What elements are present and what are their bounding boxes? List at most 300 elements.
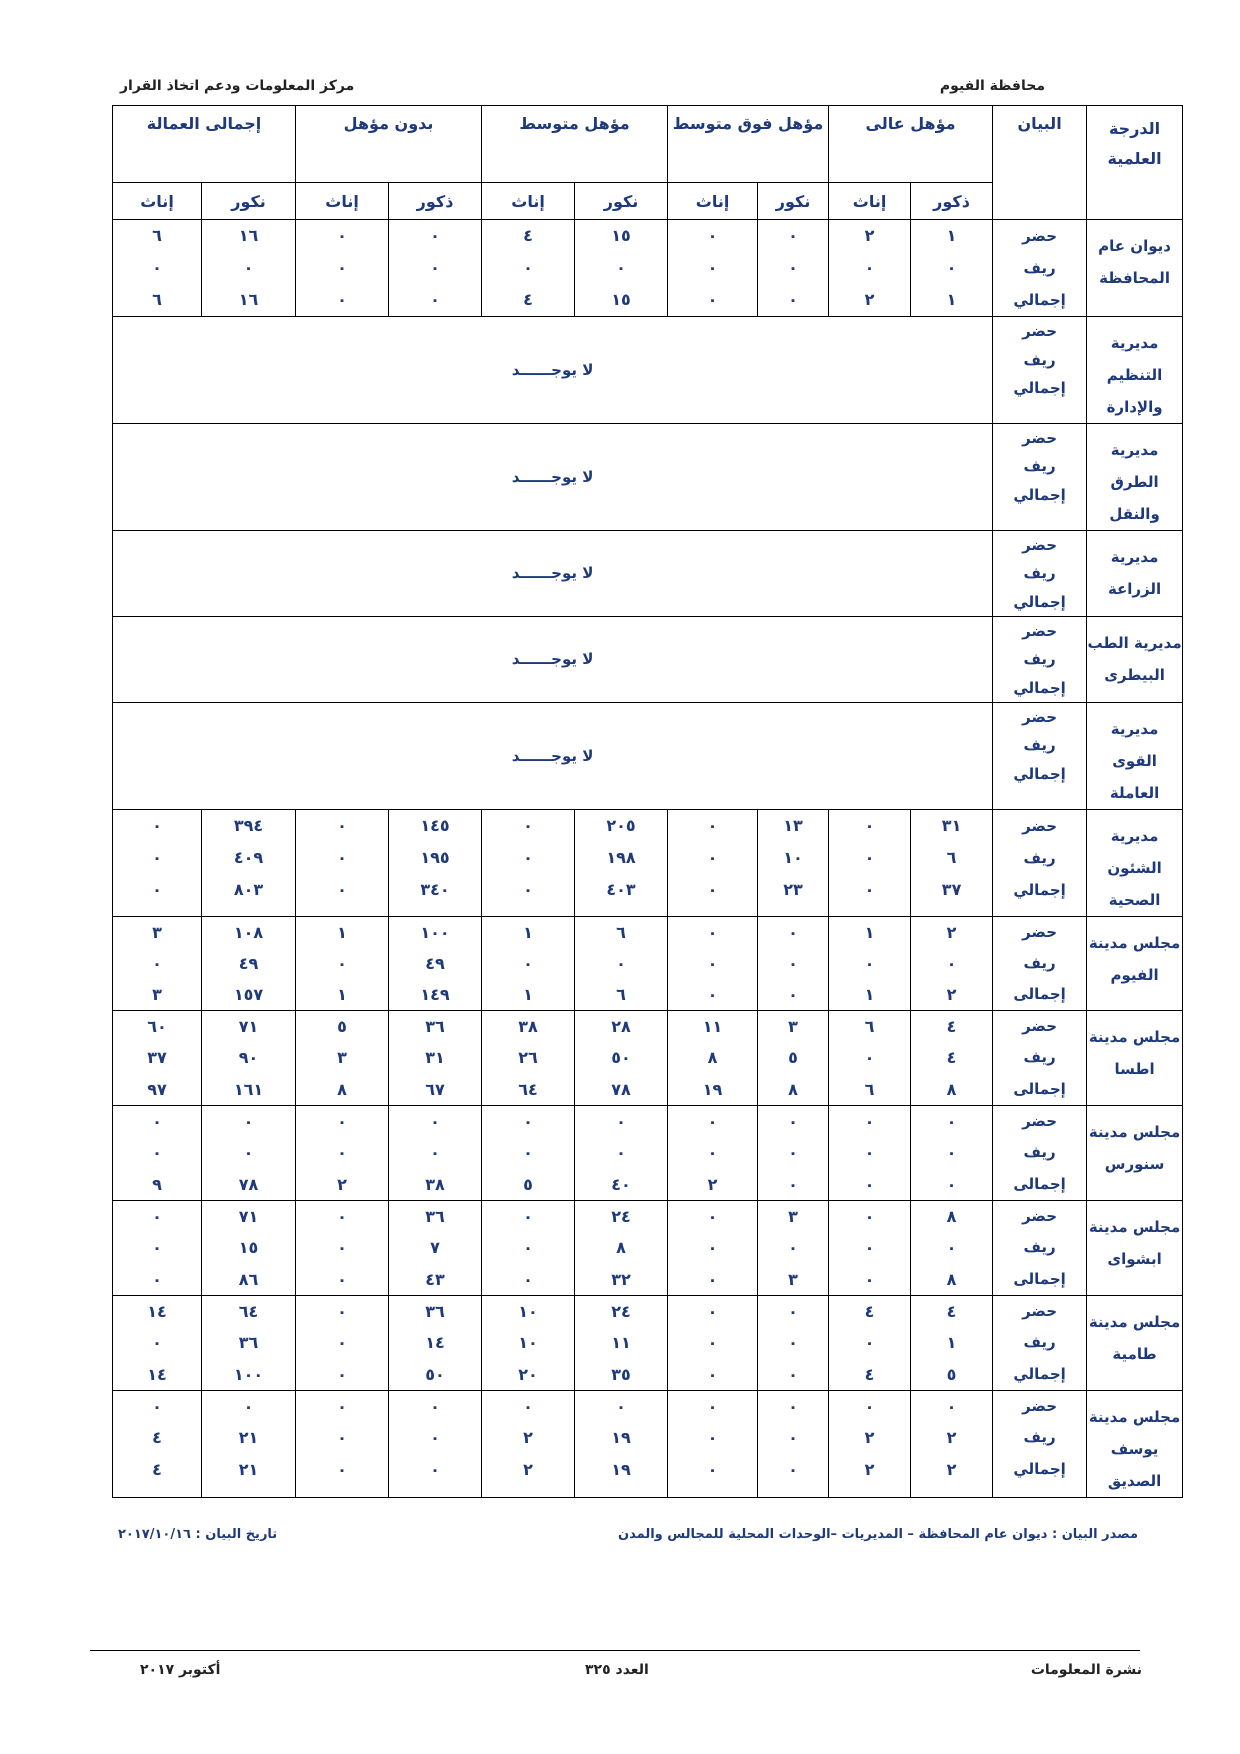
value: ٠ (864, 1206, 875, 1226)
value: ٣٦ (425, 1206, 445, 1226)
header-male: نكور (758, 183, 829, 220)
value-cell (829, 1200, 911, 1295)
value: ٠ (864, 1111, 875, 1131)
value: ٠ (707, 953, 718, 973)
footer-month: أكتوبر ٢٠١٧ (140, 1662, 221, 1678)
value: ٠ (707, 1364, 718, 1384)
statement-rural: ريف (1023, 350, 1056, 369)
value: ٠ (243, 1143, 254, 1163)
value-cell (113, 1200, 202, 1295)
value: ٤٩ (238, 953, 259, 973)
value: ١٥ (611, 290, 631, 309)
value: ٠ (337, 258, 347, 277)
value-cell (389, 1105, 482, 1200)
value: ٧٨ (611, 1079, 631, 1099)
value-cell (758, 916, 829, 1010)
value: ٠ (788, 1459, 798, 1479)
header-group-intermediate: مؤهل متوسط (482, 106, 668, 183)
value: ٧ (430, 1238, 440, 1258)
value: ٠ (864, 953, 875, 973)
value: ٢٤ (611, 1301, 631, 1321)
table-row (113, 702, 1183, 809)
value: ٦ (152, 226, 162, 245)
value: ١٩ (611, 1459, 631, 1479)
value-cell (758, 220, 829, 317)
header-group-total: إجمالى العمالة (113, 106, 296, 183)
value: ٤٣ (425, 1269, 445, 1289)
value: ١ (337, 922, 347, 942)
value: ٠ (430, 258, 440, 277)
value: ١٠٠ (420, 922, 450, 942)
table-row (113, 220, 1183, 317)
value: ٠ (788, 258, 798, 277)
statement-total: إجمالي (1013, 880, 1066, 899)
value-cell (911, 1105, 993, 1200)
value: ٠ (707, 1206, 718, 1226)
value: ٦ (616, 922, 626, 942)
value: ٠ (707, 847, 718, 867)
value: ٠ (523, 1396, 533, 1416)
value: ٠ (788, 922, 798, 942)
value: ٠ (707, 815, 718, 835)
value: ٠ (337, 1428, 347, 1448)
value-cell (296, 1105, 389, 1200)
value-cell (482, 1200, 575, 1295)
row-unit-name: مجلس مدينة يوسف الصديق (1087, 1390, 1183, 1497)
statement-total: إجمالي (1013, 1364, 1066, 1383)
statement-urban: حضر (1022, 1301, 1058, 1320)
value: ٠ (152, 953, 162, 973)
no-data-text: لا يوجـ (546, 468, 594, 486)
value: ٠ (337, 226, 347, 245)
table-row (113, 1200, 1183, 1295)
statement-total: إجمالي (1013, 1459, 1066, 1478)
value: ٠ (523, 1269, 533, 1289)
value: ٠ (788, 1396, 798, 1416)
header-degree: الدرجة العلمية (1087, 106, 1183, 220)
value-cell (113, 1390, 202, 1497)
statement-urban: حضر (1022, 1111, 1058, 1130)
value-cell (482, 1010, 575, 1105)
value: ٤ (152, 1428, 162, 1448)
table-row (113, 424, 1183, 531)
value: ١١ (702, 1016, 723, 1036)
value: ٢٨ (611, 1016, 631, 1036)
value: ٠ (788, 1333, 798, 1353)
value: ٠ (523, 953, 533, 973)
statement-urban: حضر (1022, 429, 1058, 447)
value: ٠ (864, 1174, 875, 1194)
value: ١١ (611, 1333, 631, 1353)
statement-total: إجمالى (1013, 1079, 1066, 1098)
labor-statistics-table (112, 105, 1183, 1498)
row-statement-labels (993, 702, 1087, 809)
row-unit-name: مديرية الطرق والنقل (1087, 424, 1183, 531)
value: ٠ (946, 1238, 957, 1258)
value-cell (911, 1295, 993, 1390)
table-row (113, 317, 1183, 424)
row-statement-labels (993, 616, 1087, 702)
value-cell (829, 1105, 911, 1200)
no-data-text: لا يوجـ (546, 564, 594, 583)
value: ١٥٧ (233, 984, 264, 1004)
value-cell (911, 1200, 993, 1295)
value: ٠ (337, 847, 347, 867)
value-cell (482, 1105, 575, 1200)
value-cell (829, 916, 911, 1010)
value: ٠ (788, 984, 798, 1004)
value-cell (113, 220, 202, 317)
value-cell (202, 1105, 296, 1200)
value-cell (202, 1010, 296, 1105)
header-group-above-intermediate: مؤهل فوق متوسط (668, 106, 829, 183)
value: ٦ (152, 290, 162, 309)
value: ٨ (946, 1079, 957, 1099)
statement-rural: ريف (1023, 564, 1056, 583)
value: ١٥ (611, 226, 631, 245)
value: ٠ (430, 1428, 440, 1448)
value-cell (482, 1295, 575, 1390)
no-data-tail: ـــــد (511, 564, 546, 583)
value: ٦٤ (518, 1079, 538, 1099)
value: ٨ (946, 1269, 957, 1289)
value-cell (575, 809, 668, 916)
value: ١٠ (783, 847, 803, 867)
value: ٢١ (238, 1428, 259, 1448)
value: ٠ (864, 1269, 875, 1289)
value-cell (575, 1390, 668, 1497)
statement-rural: ريف (1023, 736, 1056, 755)
statement-total: إجمالى (1013, 984, 1066, 1003)
row-unit-name: مديرية القوى العاملة (1087, 702, 1183, 809)
value-cell (575, 1295, 668, 1390)
statement-rural: ريف (1023, 1333, 1056, 1352)
no-data-text: لا يوجـ (546, 650, 594, 669)
row-unit-name: ديوان عام المحافظة (1087, 220, 1183, 317)
value: ٨ (946, 1206, 957, 1226)
row-unit-name: مجلس مدينة سنورس (1087, 1105, 1183, 1200)
statement-total: إجمالي (1013, 592, 1066, 611)
header-male: نكور (202, 183, 296, 220)
value: ١٦ (238, 226, 259, 245)
value: ٠ (946, 1396, 957, 1416)
value: ٨ (707, 1048, 718, 1068)
footer-divider (90, 1650, 1140, 1651)
value: ٠ (430, 1396, 440, 1416)
value: ٤ (864, 1364, 875, 1384)
value: ١٥ (238, 1238, 259, 1258)
value-cell (758, 1295, 829, 1390)
value-cell (575, 1105, 668, 1200)
value: ٠ (430, 290, 440, 309)
value-cell (113, 916, 202, 1010)
value-cell (911, 1010, 993, 1105)
value-cell (575, 1010, 668, 1105)
value: ١٤ (147, 1301, 167, 1321)
value: ٠ (337, 1301, 347, 1321)
row-statement-labels (993, 916, 1087, 1010)
table-row (113, 531, 1183, 617)
no-data-tail: ـــــد (511, 650, 546, 669)
value: ٠ (337, 1238, 347, 1258)
table-row (113, 616, 1183, 702)
value: ٠ (152, 1143, 162, 1163)
statement-total: إجمالى (1013, 1174, 1066, 1193)
header-female: إناث (113, 183, 202, 220)
statement-urban: حضر (1022, 707, 1058, 726)
value-cell (829, 220, 911, 317)
value: ٥ (788, 1048, 798, 1068)
value: ٠ (337, 1143, 347, 1163)
footer-issue: العدد ٣٢٥ (585, 1662, 649, 1678)
value-cell (202, 220, 296, 317)
value-cell (389, 1295, 482, 1390)
value: ٣٤٠ (420, 879, 450, 899)
statement-rural: ريف (1023, 1143, 1056, 1162)
value-cell (575, 916, 668, 1010)
row-statement-labels (993, 1105, 1087, 1200)
statement-urban: حضر (1022, 621, 1058, 640)
value: ٨ (337, 1079, 347, 1099)
value-cell (758, 1390, 829, 1497)
row-unit-name: مديرية التنظيم والإدارة (1087, 317, 1183, 424)
value: ٢ (864, 226, 875, 245)
value: ٠ (152, 1206, 162, 1226)
value: ٥ (946, 1364, 957, 1384)
value: ١ (946, 1333, 957, 1353)
value: ٣١ (941, 815, 962, 835)
value: ٠ (788, 1364, 798, 1384)
value: ١ (864, 922, 875, 942)
value: ٠ (616, 1396, 626, 1416)
value: ٠ (337, 1206, 347, 1226)
value-cell (389, 916, 482, 1010)
value-cell (202, 1200, 296, 1295)
value-cell (113, 809, 202, 916)
value: ٠ (152, 1396, 162, 1416)
value: ٠ (152, 1238, 162, 1258)
value: ٠ (788, 226, 798, 245)
value: ٠ (707, 1269, 718, 1289)
value: ٧٨ (238, 1174, 259, 1194)
value: ٣٢ (611, 1269, 631, 1289)
value: ٠ (430, 1111, 440, 1131)
row-statement-labels (993, 1295, 1087, 1390)
value: ٣٦ (238, 1333, 259, 1353)
value: ٣ (788, 1269, 798, 1289)
value: ٤٠٩ (233, 847, 264, 867)
statement-urban: حضر (1022, 322, 1058, 340)
table-row (113, 916, 1183, 1010)
value: ٠ (707, 984, 718, 1004)
value-cell (296, 809, 389, 916)
value: ٢ (864, 1459, 875, 1479)
row-unit-name: مجلس مدينة الفيوم (1087, 916, 1183, 1010)
value: ٠ (337, 1396, 347, 1416)
value: ١٠٠ (233, 1364, 264, 1384)
no-data-cell (113, 531, 993, 617)
statement-rural: ريف (1023, 848, 1056, 867)
value-cell (758, 1200, 829, 1295)
header-female: إناث (482, 183, 575, 220)
value: ٤ (946, 1016, 957, 1036)
value: ٢ (337, 1174, 347, 1194)
header-male: نكور (575, 183, 668, 220)
row-statement-labels (993, 1010, 1087, 1105)
value: ٠ (864, 879, 875, 899)
value: ١٠ (518, 1301, 538, 1321)
value: ٤ (946, 1048, 957, 1068)
value: ٥ (337, 1016, 347, 1036)
value: ٦ (946, 847, 957, 867)
value: ٠ (707, 1143, 718, 1163)
value: ٠ (946, 953, 957, 973)
value-cell (668, 916, 758, 1010)
value-cell (829, 809, 911, 916)
value: ٠ (616, 1143, 626, 1163)
value: ٠ (788, 1143, 798, 1163)
value: ٠ (864, 847, 875, 867)
value: ٢ (946, 1459, 957, 1479)
statement-rural: ريف (1023, 1238, 1056, 1257)
value: ٠ (337, 290, 347, 309)
value: ٤ (523, 290, 533, 309)
value-cell (668, 1295, 758, 1390)
data-date: تاريخ البيان : ٢٠١٧/١٠/١٦ (118, 1527, 278, 1542)
statement-urban: حضر (1022, 1206, 1058, 1225)
value: ٤٩ (425, 953, 445, 973)
value: ٤ (523, 226, 533, 245)
value-cell (911, 1390, 993, 1497)
value: ١٩ (611, 1428, 631, 1448)
table-row (113, 1390, 1183, 1497)
value: ٠ (430, 1143, 440, 1163)
value: ١٦١ (233, 1079, 264, 1099)
statement-rural: ريف (1023, 457, 1056, 476)
value-cell (296, 916, 389, 1010)
value: ١ (864, 984, 875, 1004)
value: ٦٠ (147, 1016, 167, 1036)
value: ٠ (337, 879, 347, 899)
value: ١٤ (147, 1364, 167, 1384)
value-cell (389, 1390, 482, 1497)
value: ٢ (946, 1428, 957, 1448)
header-group-higher: مؤهل عالى (829, 106, 993, 183)
value-cell (202, 916, 296, 1010)
row-statement-labels (993, 809, 1087, 916)
value: ٢ (946, 922, 957, 942)
value: ٠ (152, 847, 162, 867)
value: ١٠ (518, 1333, 538, 1353)
value: ٤٠ (611, 1174, 631, 1194)
value-cell (482, 1390, 575, 1497)
value: ٠ (707, 1333, 718, 1353)
value: ٢ (864, 1428, 875, 1448)
value-cell (202, 1295, 296, 1390)
header-male: ذكور (911, 183, 993, 220)
row-statement-labels (993, 424, 1087, 531)
value: ٠ (788, 1238, 798, 1258)
value-cell (202, 1390, 296, 1497)
value-cell (911, 916, 993, 1010)
value: ١٤ (425, 1333, 445, 1353)
value-cell (296, 220, 389, 317)
value: ٠ (946, 258, 957, 277)
value: ٤ (864, 1301, 875, 1321)
value: ١٠٨ (233, 922, 264, 942)
value-cell (389, 220, 482, 317)
value-cell (668, 220, 758, 317)
header-female: إناث (296, 183, 389, 220)
value: ٥٠ (611, 1048, 631, 1068)
value: ٣١ (425, 1048, 445, 1068)
value-cell (668, 809, 758, 916)
value: ٠ (707, 879, 718, 899)
value-cell (389, 1200, 482, 1295)
value-cell (202, 809, 296, 916)
value-cell (668, 1200, 758, 1295)
row-unit-name: مجلس مدينة طامية (1087, 1295, 1183, 1390)
value: ٠ (788, 1111, 798, 1131)
value-cell (758, 809, 829, 916)
value-cell (296, 1010, 389, 1105)
statement-rural: ريف (1023, 650, 1056, 669)
value: ٠ (337, 1111, 347, 1131)
value: ٢٠ (518, 1364, 538, 1384)
value: ٣ (152, 984, 162, 1004)
value: ٠ (788, 1428, 798, 1448)
value-cell (113, 1010, 202, 1105)
value: ٦ (616, 984, 626, 1004)
value: ١ (946, 290, 957, 309)
row-unit-name: مديرية الشئون الصحية (1087, 809, 1183, 916)
value: ٧١ (238, 1206, 259, 1226)
value: ٠ (523, 1238, 533, 1258)
value: ٢٠٥ (606, 815, 636, 835)
value-cell (829, 1295, 911, 1390)
value: ٦ (864, 1079, 875, 1099)
value: ٣ (788, 1206, 798, 1226)
value: ٠ (243, 1396, 254, 1416)
value: ٠ (523, 879, 533, 899)
value: ٢٤ (611, 1206, 631, 1226)
value: ٠ (523, 1111, 533, 1131)
statement-rural: ريف (1023, 1048, 1056, 1067)
value: ٠ (523, 1143, 533, 1163)
value-cell (758, 1010, 829, 1105)
no-data-cell (113, 616, 993, 702)
row-statement-labels (993, 1390, 1087, 1497)
value: ٠ (243, 258, 254, 277)
value: ٢١ (238, 1459, 259, 1479)
statement-total: إجمالى (1013, 1269, 1066, 1288)
value: ٠ (864, 1143, 875, 1163)
value: ٧١ (238, 1016, 259, 1036)
no-data-tail: ـــــد (511, 468, 546, 486)
statement-urban: حضر (1022, 922, 1058, 941)
value: ٥ (523, 1174, 533, 1194)
header-female: إناث (668, 183, 758, 220)
value: ٤ (152, 1459, 162, 1479)
data-source: مصدر البيان : ديوان عام المحافظة – المديريات –الوحدات المحلية للمجالس والمدن (618, 1527, 1138, 1542)
header-male: ذكور (389, 183, 482, 220)
value-cell (296, 1390, 389, 1497)
value: ٠ (707, 1428, 718, 1448)
value: ٠ (707, 1459, 718, 1479)
value: ٠ (788, 1301, 798, 1321)
value-cell (668, 1010, 758, 1105)
value: ١٦ (238, 290, 259, 309)
